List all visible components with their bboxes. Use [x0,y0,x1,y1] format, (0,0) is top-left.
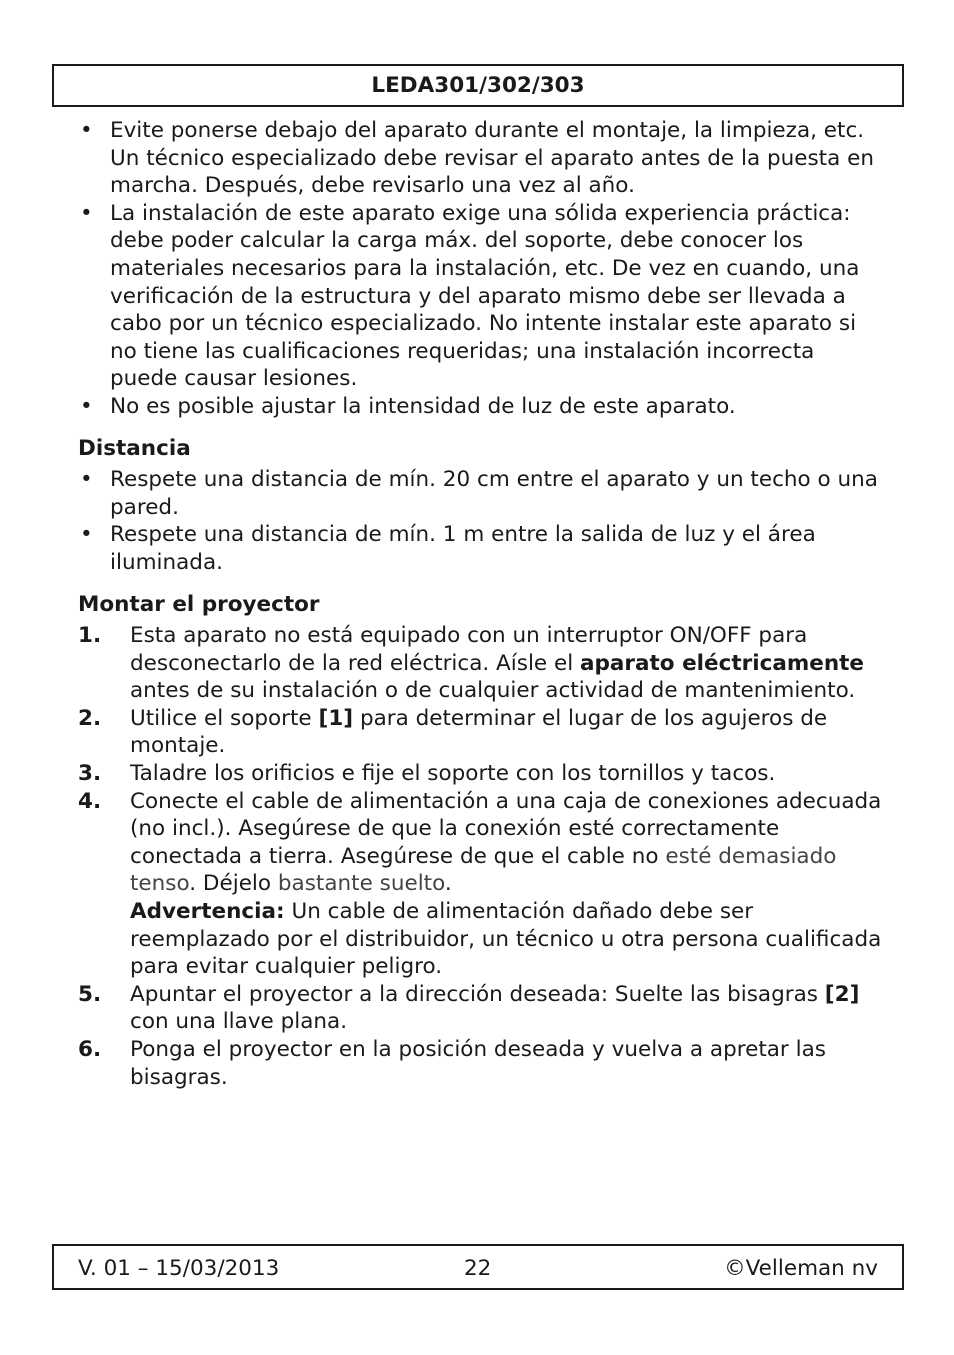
step-text: para determinar el lugar de los agujeros de montaje. [130,705,828,759]
step-item [78,981,888,1036]
bullet-icon: • [80,522,93,548]
step-text: Esta aparato no está equipado con un interruptor ON/OFF para desconectarlo de la red eléctrica. Aísle el [130,623,808,676]
bullet-text: Respete una distancia de mín. 20 cm entre el aparato y un techo o una pared. [110,467,878,520]
step-number: 4. [78,788,102,814]
bullet-icon: • [80,118,93,143]
step-number: 3. [78,761,102,787]
step-number: 5. [78,981,102,1007]
step-text: Ponga el proyector en la posición deseada y vuelva a apretar las bisagras. [130,1037,826,1090]
step-item [78,760,888,788]
step-item [78,705,888,760]
list-item [78,521,888,576]
list-item [78,466,888,521]
bullet-text: Respete una distancia de mín. 1 m entre la salida de luz y el área iluminada. [110,522,816,575]
list-item [78,200,888,393]
footer-version: V. 01 – 15/03/2013 [78,1256,280,1281]
footer-copyright: ©Velleman nv [724,1256,878,1281]
step-item [78,788,888,981]
step-text: Utilice el soporte [130,705,319,731]
distance-bullet-list [78,466,888,576]
bullet-icon: • [80,200,93,226]
bullet-text: No es posible ajustar la intensidad de luz de este aparato. [110,393,736,419]
header-title: LEDA301/302/303 [371,72,585,98]
step-number: 1. [78,623,102,649]
warning-text: Un cable de alimentación dañado debe ser reemplazado por el distribuidor, un técnico u otra persona cualificada para evitar cualquier peligro. [130,899,882,980]
mount-heading: Montar el proyector [78,591,320,617]
bullet-text: La instalación de este aparato exige una sólida experiencia práctica: debe poder calcular la carga máx. del soporte, debe conocer los materiales necesarios para la instalación, etc. De vez en cuando, una verificación de la estructura y del aparato mismo debe ser llevada a cabo por un técnico especializado. No intente instalar este aparato si no tiene las cualificaciones requeridas; una instalación incorrecta puede causar lesiones. [110,200,860,392]
page-header [52,64,904,107]
list-item [78,393,888,421]
intro-bullet-list [78,117,888,421]
page-footer [52,1244,904,1290]
step-number: 2. [78,705,102,731]
step-emphasis: [2] [824,981,860,1007]
step-emphasis: [1] [318,705,354,731]
step-item [78,1036,888,1091]
bullet-icon: • [80,467,93,493]
list-item [78,117,888,200]
step-text: Apuntar el proyector a la dirección deseada: Suelte las bisagras [130,981,825,1007]
step-text: Taladre los orificios e fije el soporte con los tornillos y tacos. [130,761,776,787]
bullet-icon: • [80,393,93,419]
step-item [78,622,888,705]
step-text-muted: bastante suelto [277,871,445,897]
step-text: . Déjelo [189,871,278,897]
mount-steps-list [78,622,888,1091]
bullet-text: Evite ponerse debajo del aparato durante el montaje, la limpieza, etc. Un técnico especializado debe revisar el aparato antes de la puesta en marcha. Después, debe revisarlo una vez al año. [110,118,874,199]
step-text: con una llave plana. [130,1009,348,1035]
step-text: . [444,871,452,897]
footer-page-number: 22 [464,1256,492,1281]
distance-heading: Distancia [78,435,191,461]
step-emphasis: aparato eléctricamente [580,650,864,676]
step-text: antes de su instalación o de cualquier actividad de mantenimiento. [130,678,856,704]
step-number: 6. [78,1037,102,1062]
page-content [78,117,888,1091]
step-text-muted: esté demasiado tenso [130,843,837,897]
step-text: Conecte el cable de alimentación a una caja de conexiones adecuada (no incl.). Asegúrese de que la conexión esté correctamente conectada a tierra. Asegúrese de que el cable no [130,788,882,869]
warning-label: Advertencia: [130,899,285,925]
